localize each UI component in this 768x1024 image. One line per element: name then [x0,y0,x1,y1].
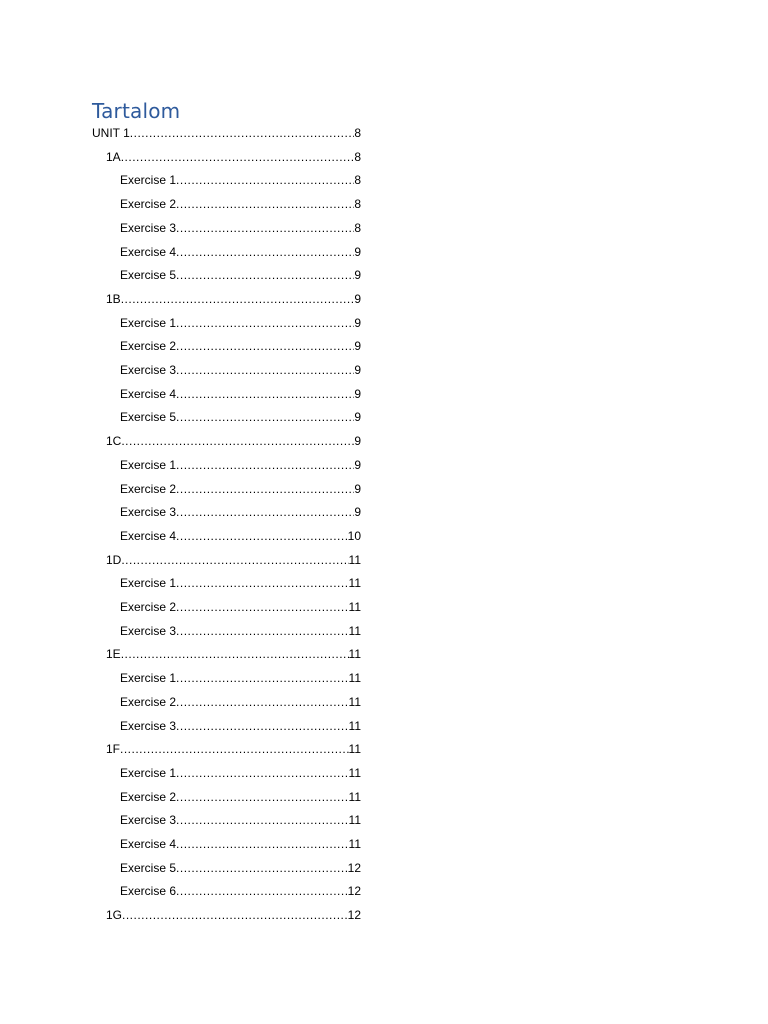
dot-leader [176,879,348,903]
toc-entry-label: Exercise 2 [120,481,177,496]
toc-entry-label: 1D [106,552,122,567]
toc-entry-page-number: 12 [347,884,361,899]
toc-entry[interactable] [120,832,361,856]
toc-entry-page-number: 11 [348,837,361,851]
toc-entry-page-number: 9 [354,434,361,449]
toc-entry-page-number: 9 [354,481,361,496]
dot-leader [176,358,354,382]
toc-entry[interactable] [92,121,361,145]
toc-entry-label: Exercise 3 [120,718,177,733]
toc-entry-label: 1G [106,908,123,923]
toc-entry[interactable] [106,287,361,311]
toc-entry-page-number: 9 [354,244,361,259]
dot-leader [130,121,355,145]
dot-leader [176,761,349,785]
toc-entry-page-number: 11 [348,600,361,614]
toc-entry-page-number: 9 [354,268,361,283]
toc-entry-label: Exercise 1 [120,315,177,330]
toc-entry-label: Exercise 3 [120,220,177,235]
toc-entry-page-number: 11 [348,576,361,591]
dot-leader [176,216,354,240]
toc-title: Tartalom [92,99,181,123]
toc-entry-page-number: 11 [348,671,361,686]
toc-entry-page-number: 8 [354,220,361,235]
toc-entry-page-number: 9 [354,505,361,520]
toc-entry-label: Exercise 4 [120,244,177,259]
toc-entry[interactable] [106,429,361,453]
toc-entry-label: Exercise 3 [120,623,177,638]
toc-entry-page-number: 11 [348,742,361,757]
dot-leader [122,903,348,927]
dot-leader [176,832,349,856]
dot-leader [176,263,354,287]
dot-leader [176,595,349,619]
toc-entry-label: Exercise 1 [120,765,177,780]
toc-entry[interactable] [120,311,361,335]
toc-entry[interactable] [120,714,361,738]
dot-leader [176,856,348,880]
toc-entry-label: 1A [106,149,121,164]
dot-leader [121,548,348,572]
dot-leader [176,311,354,335]
toc-entry[interactable] [120,477,361,501]
toc-entry-label: 1C [106,434,122,449]
toc-entry[interactable] [120,785,361,809]
toc-entry-page-number: 9 [354,291,361,306]
dot-leader [176,500,354,524]
toc-entry[interactable] [120,690,361,714]
dot-leader [176,334,354,358]
toc-entry[interactable] [120,453,361,477]
dot-leader [176,571,349,595]
toc-entry-label: Exercise 5 [120,268,177,283]
toc-entry[interactable] [120,571,361,595]
toc-entry[interactable] [120,263,361,287]
toc-entry-label: Exercise 2 [120,339,177,354]
toc-entry-page-number: 10 [347,528,361,543]
dot-leader [121,642,349,666]
dot-leader [176,382,354,406]
dot-leader [176,405,354,429]
dot-leader [176,666,349,690]
toc-entry[interactable] [120,405,361,429]
toc-entry-page-number: 11 [348,813,361,828]
toc-entry-label: Exercise 3 [120,505,177,520]
toc-entry-label: Exercise 1 [120,671,177,686]
dot-leader [176,240,354,264]
toc-entry-label: Exercise 1 [120,173,177,188]
dot-leader [176,477,354,501]
toc-entry-page-number: 11 [348,694,361,709]
toc-entry-page-number: 8 [354,173,361,188]
toc-entry-label: Exercise 6 [120,884,177,899]
toc-entry[interactable] [120,808,361,832]
toc-entry-label: UNIT 1 [92,126,130,140]
toc-entry[interactable] [120,856,361,880]
toc-entry-page-number: 11 [348,765,361,780]
toc-entry-page-number: 8 [354,197,361,212]
toc-entry[interactable] [120,192,361,216]
toc-entry-page-number: 11 [348,552,361,567]
toc-entry-page-number: 8 [354,149,361,164]
toc-entry-label: 1B [106,291,121,306]
toc-entry[interactable] [120,382,361,406]
toc-entry-label: Exercise 4 [120,528,177,543]
dot-leader [176,453,354,477]
toc-entry-page-number: 9 [354,386,361,401]
toc-entry[interactable] [120,358,361,382]
toc-entry[interactable] [120,595,361,619]
dot-leader [176,808,349,832]
toc-entry[interactable] [120,761,361,785]
toc-entry-label: Exercise 3 [120,363,177,377]
dot-leader [121,287,355,311]
toc-entry[interactable] [120,879,361,903]
toc-entry[interactable] [106,145,361,169]
dot-leader [176,785,349,809]
toc-entry-page-number: 9 [354,339,361,354]
toc-entry-label: Exercise 5 [120,410,177,425]
toc-entry-label: Exercise 2 [120,600,177,614]
dot-leader [176,524,348,548]
toc-entry-page-number: 11 [348,623,361,638]
toc-entry[interactable] [120,168,361,192]
toc-entry-label: Exercise 1 [120,457,177,472]
toc-entry[interactable] [120,240,361,264]
dot-leader [176,714,349,738]
toc-entry[interactable] [106,548,361,572]
dot-leader [121,429,354,453]
toc-entry-page-number: 8 [354,126,361,140]
toc-entry-label: Exercise 1 [120,576,177,591]
toc-entry[interactable] [120,500,361,524]
dot-leader [121,145,355,169]
toc-entry[interactable] [120,666,361,690]
toc-entry-page-number: 9 [354,315,361,330]
dot-leader [176,690,349,714]
toc-entry-label: Exercise 2 [120,789,177,804]
toc-entry-label: Exercise 5 [120,860,177,875]
toc-entry-page-number: 12 [347,860,361,875]
toc-entry-label: 1F [106,742,121,757]
dot-leader [176,192,354,216]
toc-entry-label: 1E [106,647,121,662]
toc-entry[interactable] [120,524,361,548]
toc-entry-page-number: 11 [348,647,361,662]
toc-entry-page-number: 12 [347,908,361,923]
toc-entry[interactable] [120,334,361,358]
toc-entry-label: Exercise 4 [120,386,177,401]
toc-entry[interactable] [120,216,361,240]
toc-entry-label: Exercise 2 [120,694,177,709]
toc-entry[interactable] [106,737,361,761]
toc-entry-page-number: 9 [354,363,361,377]
toc-entry[interactable] [120,619,361,643]
toc-entry-label: Exercise 4 [120,837,177,851]
toc-entry-label: Exercise 2 [120,197,177,212]
toc-entry-page-number: 9 [354,410,361,425]
dot-leader [120,737,349,761]
toc-entry-page-number: 11 [348,789,361,804]
dot-leader [176,168,354,192]
toc-entry[interactable] [106,903,361,927]
toc-entry-page-number: 9 [354,457,361,472]
dot-leader [176,619,349,643]
toc-entry[interactable] [106,642,361,666]
toc-entry-page-number: 11 [348,718,361,733]
toc-entry-label: Exercise 3 [120,813,177,828]
